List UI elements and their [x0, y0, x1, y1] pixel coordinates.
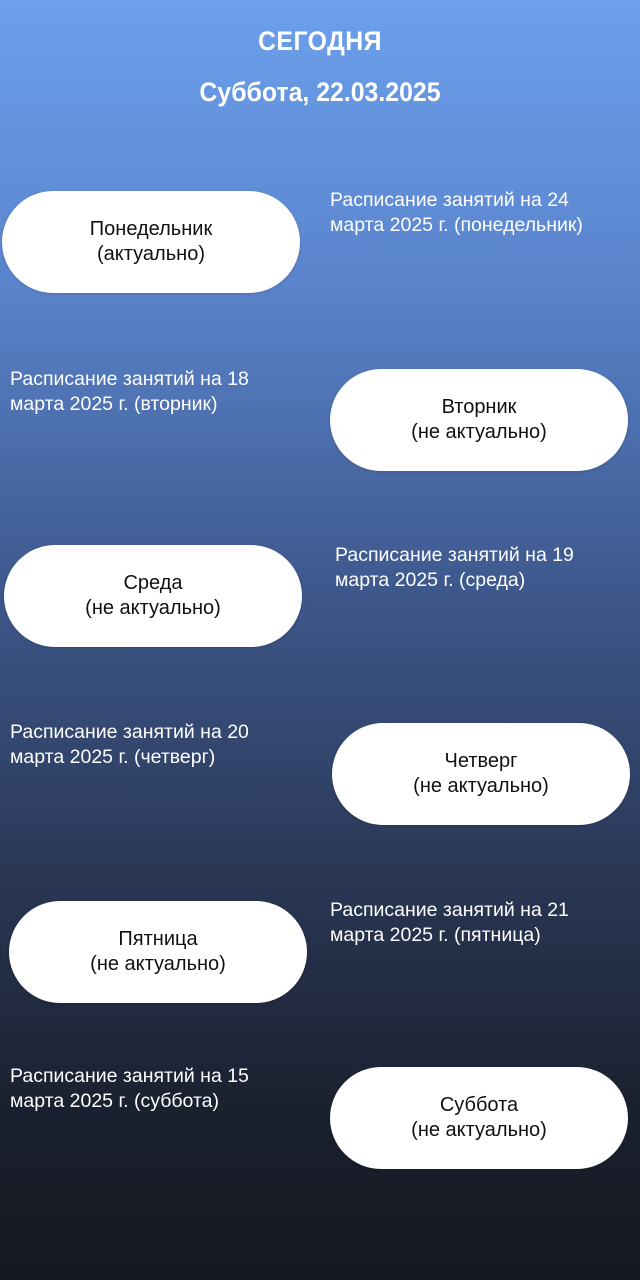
saturday-label: Суббота — [439, 1094, 519, 1116]
tuesday-schedule-text — [10, 367, 310, 417]
monday-status: (актуально) — [97, 243, 205, 265]
monday-label: Понедельник — [89, 218, 213, 240]
friday-status: (не актуально) — [90, 953, 226, 975]
wednesday-label: Среда — [123, 572, 183, 594]
thursday-schedule-line2: марта 2025 г. (четверг) — [10, 746, 216, 768]
monday-schedule-line2: марта 2025 г. (понедельник) — [330, 214, 583, 236]
friday-label: Пятница — [118, 928, 198, 950]
wednesday-button[interactable] — [4, 545, 302, 647]
saturday-status: (не актуально) — [411, 1119, 547, 1141]
tuesday-schedule-line1: Расписание занятий на 18 — [10, 368, 249, 390]
wednesday-status: (не актуально) — [85, 597, 221, 619]
thursday-label: Четверг — [444, 750, 518, 772]
wednesday-schedule-line2: марта 2025 г. (среда) — [335, 569, 526, 591]
monday-button[interactable] — [2, 191, 300, 293]
thursday-status: (не актуально) — [413, 775, 549, 797]
friday-schedule-text — [330, 898, 630, 948]
monday-schedule-text — [330, 188, 630, 238]
saturday-schedule-line2: марта 2025 г. (суббота) — [10, 1090, 220, 1112]
page-title: СЕГОДНЯ — [258, 26, 382, 56]
saturday-schedule-line1: Расписание занятий на 15 — [10, 1065, 249, 1087]
friday-schedule-line2: марта 2025 г. (пятница) — [330, 924, 541, 946]
friday-schedule-line1: Расписание занятий на 21 — [330, 899, 569, 921]
monday-schedule-line1: Расписание занятий на 24 — [330, 189, 569, 211]
tuesday-button[interactable] — [330, 369, 628, 471]
tuesday-schedule-line2: марта 2025 г. (вторник) — [10, 393, 218, 415]
wednesday-schedule-text — [335, 543, 635, 593]
thursday-schedule-text — [10, 720, 310, 770]
tuesday-label: Вторник — [441, 396, 517, 418]
thursday-button[interactable] — [332, 723, 630, 825]
current-date: Суббота, 22.03.2025 — [199, 77, 441, 107]
friday-button[interactable] — [9, 901, 307, 1003]
saturday-button[interactable] — [330, 1067, 628, 1169]
wednesday-schedule-line1: Расписание занятий на 19 — [335, 544, 574, 566]
thursday-schedule-line1: Расписание занятий на 20 — [10, 721, 249, 743]
tuesday-status: (не актуально) — [411, 421, 547, 443]
saturday-schedule-text — [10, 1064, 310, 1114]
